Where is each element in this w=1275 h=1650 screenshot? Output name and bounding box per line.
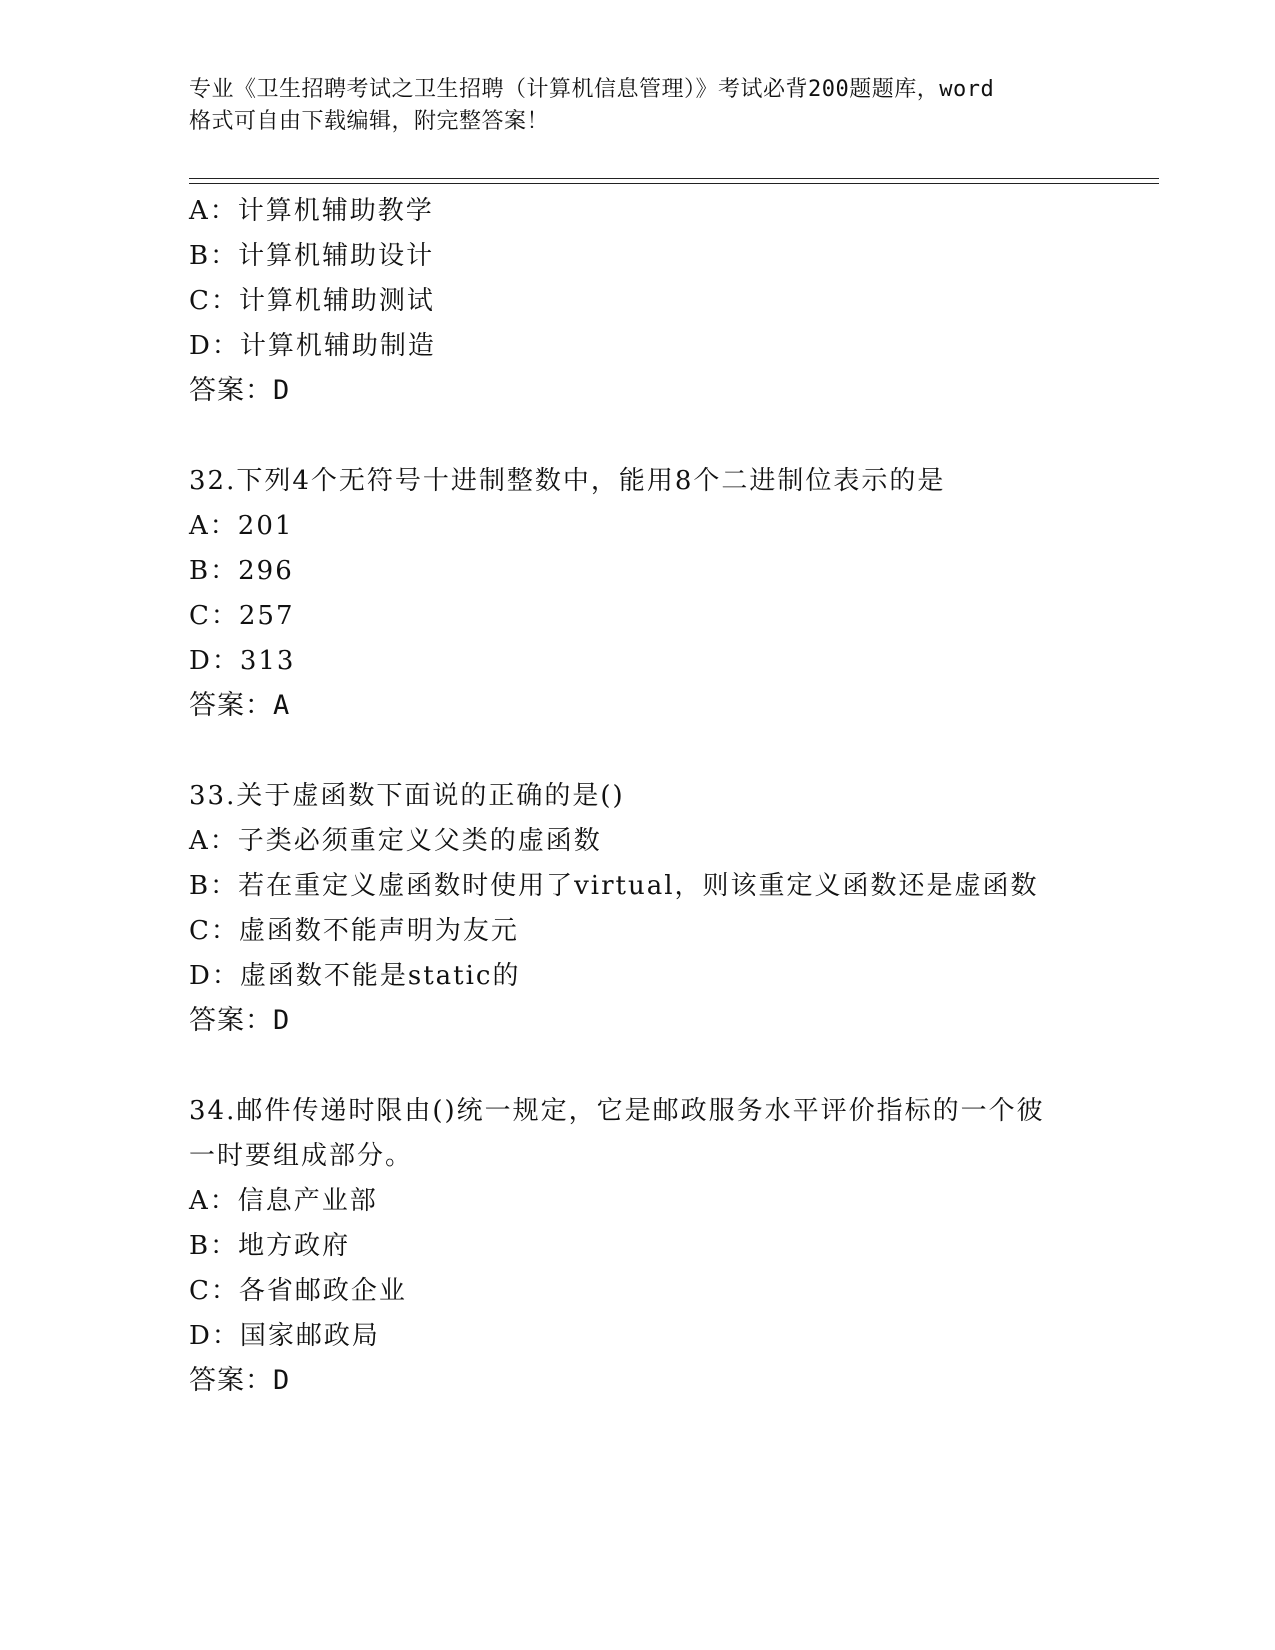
header-divider-bottom bbox=[189, 183, 1159, 184]
question-33: 33.关于虚函数下面说的正确的是() bbox=[189, 781, 625, 811]
question-34-line-1: 34.邮件传递时限由()统一规定，它是邮政服务水平评价指标的一个彼 bbox=[189, 1096, 1045, 1126]
q33-answer: 答案：D bbox=[189, 1005, 291, 1036]
q33-option-b: B：若在重定义虚函数时使用了virtual，则该重定义函数还是虚函数 bbox=[189, 871, 1039, 901]
q32-option-b: B：296 bbox=[189, 556, 294, 586]
q34-option-c: C：各省邮政企业 bbox=[189, 1276, 407, 1306]
answer: 答案：D bbox=[189, 375, 291, 406]
q33-option-a: A：子类必须重定义父类的虚函数 bbox=[189, 826, 602, 856]
q33-option-c: C：虚函数不能声明为友元 bbox=[189, 916, 519, 946]
q34-option-a: A：信息产业部 bbox=[189, 1186, 378, 1216]
question-32: 32.下列4个无符号十进制整数中，能用8个二进制位表示的是 bbox=[189, 466, 946, 496]
option-d: D：计算机辅助制造 bbox=[189, 331, 436, 361]
q33-option-d: D：虚函数不能是static的 bbox=[189, 961, 521, 991]
q34-option-d: D：国家邮政局 bbox=[189, 1321, 380, 1351]
q34-answer: 答案：D bbox=[189, 1365, 291, 1396]
header-divider-top bbox=[189, 178, 1159, 179]
q32-option-d: D：313 bbox=[189, 646, 296, 676]
header-line-1: 专业《卫生招聘考试之卫生招聘（计算机信息管理）》考试必背200题题库，word bbox=[189, 77, 995, 102]
option-a: A：计算机辅助教学 bbox=[189, 196, 434, 226]
option-c: C：计算机辅助测试 bbox=[189, 286, 435, 316]
document-header bbox=[189, 74, 1089, 138]
q32-option-c: C：257 bbox=[189, 601, 295, 631]
q34-option-b: B：地方政府 bbox=[189, 1231, 351, 1261]
option-b: B：计算机辅助设计 bbox=[189, 241, 435, 271]
q32-option-a: A：201 bbox=[189, 511, 294, 541]
question-34-line-2: 一时要组成部分。 bbox=[189, 1141, 414, 1171]
header-line-2: 格式可自由下载编辑，附完整答案！ bbox=[189, 109, 550, 134]
q32-answer: 答案：A bbox=[189, 690, 291, 721]
